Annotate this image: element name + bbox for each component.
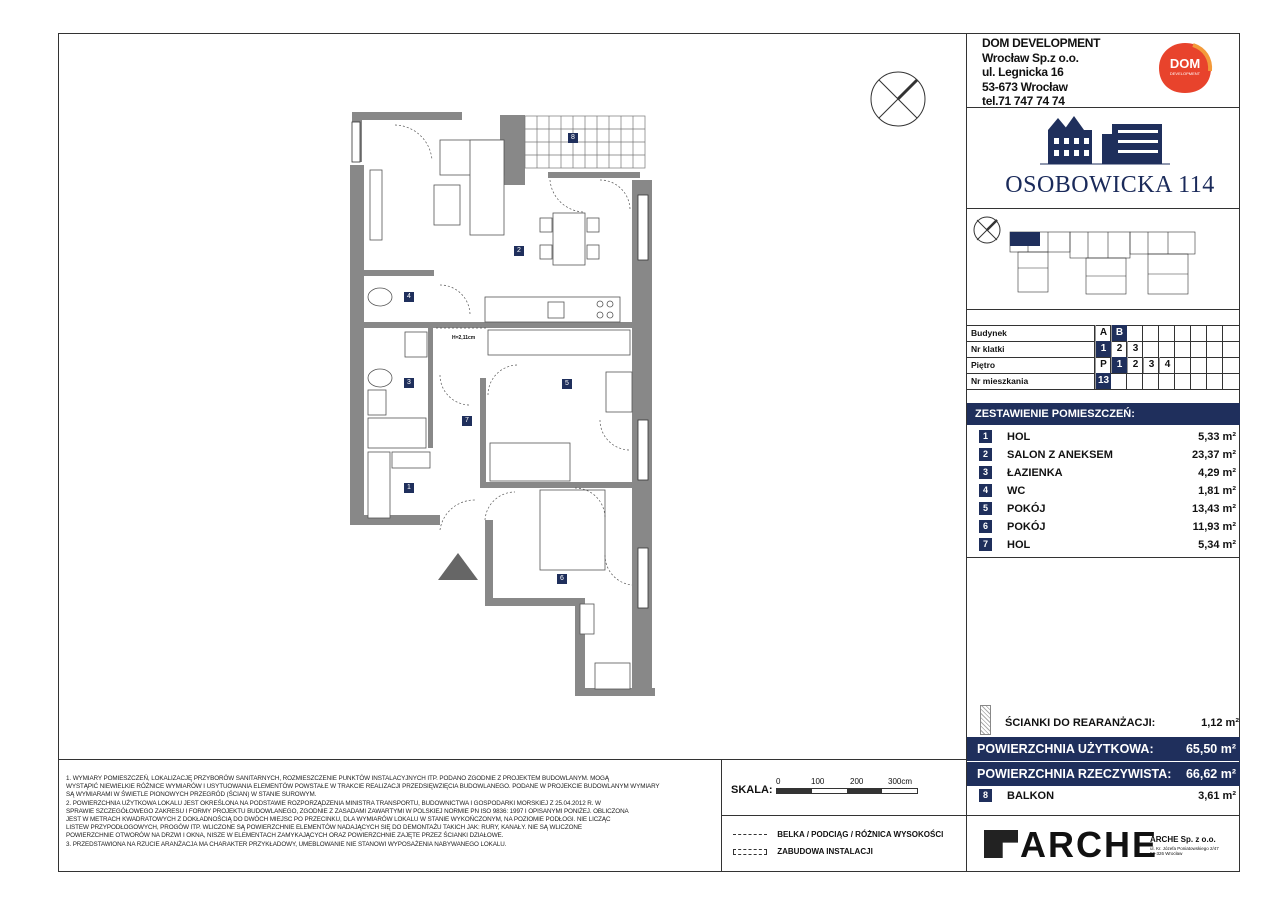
room-row <box>967 446 1240 464</box>
balcony-row <box>967 787 1240 805</box>
project-title: OSOBOWICKA 114 <box>1005 172 1215 198</box>
grid-cell: 2 <box>1111 341 1127 357</box>
room-number: 8 <box>979 789 992 802</box>
plan-room-label: 5 <box>562 379 572 389</box>
grid-row-building <box>967 325 1240 341</box>
key-plan <box>1008 228 1198 298</box>
room-row <box>967 428 1240 446</box>
actual-area-label: POWIERZCHNIA RZECZYWISTA: <box>977 767 1172 781</box>
grid-label: Nr mieszkania <box>971 376 1029 386</box>
note-line: LISTEW PRZYPODŁOGOWYCH, PROGÓW ITP. WLICZONE SĄ POWIERZCHNIE ELEMENTÓW NADAJĄCYCH SIĘ DO DEMONTAŻU TAKICH JAK: RURY, KANAŁY. NIE SĄ WLICZONE <box>66 824 582 832</box>
arche-company: ARCHE Sp. z o.o. <box>1150 835 1216 844</box>
scale-tick: 200 <box>850 777 864 786</box>
dashed-line-icon <box>733 834 767 835</box>
arche-street: ul. Kr. Józefa Poniatowskiego 2/47 <box>1150 846 1219 851</box>
company-name: DOM DEVELOPMENT <box>982 36 1101 50</box>
note-line: WYSTĄPIĆ NIEWIELKIE RÓŻNICE WYMIARÓW I USYTUOWANIA ELEMENTÓW POWSTAŁE W TRAKCIE REALIZACJI PRZEDSIĘWZIĘCIA BUDOWLANEGO. PODANE W PROJEKCIE BUDOWLANYM WYMIARY <box>66 783 660 791</box>
legend-installation-label: ZABUDOWA INSTALACJI <box>777 847 873 856</box>
usable-area-label: POWIERZCHNIA UŻYTKOWA: <box>977 742 1154 756</box>
note-line: SPRAWIE SZCZEGÓŁOWEGO ZAKRESU I FORMY PROJEKTU BUDOWLANEGO, ZGODNIE Z ZASADAMI ZAWARTYMI W POLSKIEJ NORMIE PN ISO 9836: 1997 I OPISANYMI PONIŻEJ. OBLICZONA <box>66 807 629 815</box>
scale-legend-divider <box>721 815 967 816</box>
room-name: SALON Z ANEKSEM <box>1007 449 1113 461</box>
dom-logo-text: DOM <box>1169 56 1201 71</box>
room-number: 6 <box>979 520 992 533</box>
dom-logo-subtext: DEVELOPMENT <box>1169 71 1201 76</box>
grid-cell: 4 <box>1159 357 1175 373</box>
room-number: 4 <box>979 484 992 497</box>
room-area: 3,61 m² <box>1198 790 1236 802</box>
company-phone: tel.71 747 74 74 <box>982 94 1065 108</box>
footnotes <box>66 775 716 849</box>
room-area: 1,81 m² <box>1198 485 1236 497</box>
scale-tick: 0 <box>776 777 781 786</box>
room-name: BALKON <box>1007 790 1055 802</box>
grid-line <box>966 389 1240 390</box>
grid-label: Budynek <box>971 328 1007 338</box>
grid-cell-selected: B <box>1111 325 1127 341</box>
grid-label: Nr klatki <box>971 344 1005 354</box>
room-name: ŁAZIENKA <box>1007 467 1063 479</box>
room-area: 5,34 m² <box>1198 539 1236 551</box>
dom-development-logo <box>1157 41 1213 95</box>
plan-room-label: 2 <box>514 246 524 256</box>
height-note: H=2,11cm <box>452 335 476 341</box>
room-row <box>967 482 1240 500</box>
note-line: 3. PRZEDSTAWIONA NA RZUCIE ARANŻACJA MA CHARAKTER PRZYKŁADOWY, UMEBLOWANIE NIE STANOWI WYPOSAŻENIA NABYWANEGO LOKALU. <box>66 840 507 848</box>
usable-area-value: 65,50 m² <box>1185 742 1236 756</box>
note-line: JEST W METRACH KWADRATOWYCH Z DOKŁADNOŚCIĄ DO DWÓCH MIEJSC PO PRZECINKU, DLA WYMIARÓW LOKALU W STANIE WYKOŃCZONYM, NA POZIOMIE PODŁOGI. NIE LICZĄC <box>66 816 611 824</box>
room-area: 13,43 m² <box>1191 503 1236 515</box>
room-name: POKÓJ <box>1007 521 1046 533</box>
note-line: 2. POWIERZCHNIA UŻYTKOWA LOKALU JEST OKREŚLONA NA PODSTAWIE ROZPORZĄDZENIA MINISTRA TRANSPORTU, BUDOWNICTWA I GOSPODARKI MORSKIEJ Z 25.04.2012 R. W <box>66 799 601 807</box>
grid-cell: 2 <box>1127 357 1143 373</box>
company-postal: 53-673 Wrocław <box>982 79 1068 94</box>
scale-tick: 300cm <box>888 777 913 786</box>
grid-cell: 3 <box>1127 341 1143 357</box>
keyplan-divider <box>966 309 1240 310</box>
actual-area-bar <box>967 762 1240 786</box>
grid-label: Piętro <box>971 360 996 370</box>
grid-cell-selected: 13 <box>1095 373 1111 389</box>
arche-logo: ARCHE <box>1020 824 1159 865</box>
building-illustration-icon <box>1040 112 1170 167</box>
partitions-hatch-icon <box>980 705 991 735</box>
room-number: 2 <box>979 448 992 461</box>
hatch-icon <box>733 849 767 855</box>
plan-room-label: 4 <box>404 292 414 302</box>
rooms-header: ZESTAWIENIE POMIESZCZEŃ: <box>967 403 1240 425</box>
plan-room-label: 1 <box>404 483 414 493</box>
grid-row-floor <box>967 357 1240 373</box>
grid-cell-selected: 1 <box>1095 341 1111 357</box>
company-entity: Wrocław Sp.z o.o. <box>982 50 1079 65</box>
grid-cell: A <box>1095 325 1111 341</box>
company-info <box>982 36 1100 109</box>
plan-room-label: 7 <box>462 416 472 426</box>
partitions-area: 1,12 m² <box>1201 717 1239 729</box>
rooms-divider <box>966 557 1240 558</box>
grid-cell: 3 <box>1143 357 1159 373</box>
grid-row-apartment <box>967 373 1240 389</box>
room-number: 5 <box>979 502 992 515</box>
room-name: WC <box>1007 485 1026 497</box>
partitions-label: ŚCIANKI DO REARANŻACJI: <box>1005 717 1156 729</box>
grid-cell: P <box>1095 357 1111 373</box>
note-line: SĄ WYMIARAMI W ŚWIETLE PIONOWYCH PRZEGRÓD (ŚCIAN) W STANIE SUROWYM. <box>66 791 317 799</box>
legend-beam-label: BELKA / PODCIĄG / RÓŻNICA WYSOKOŚCI <box>777 830 944 839</box>
scale-bar <box>776 788 918 794</box>
room-number: 3 <box>979 466 992 479</box>
room-name: HOL <box>1007 539 1031 551</box>
legend-installation <box>733 847 873 856</box>
room-area: 11,93 m² <box>1192 521 1236 533</box>
grid-cell-selected: 1 <box>1111 357 1127 373</box>
north-arrow-icon <box>869 70 927 128</box>
plan-room-label: 8 <box>568 133 578 143</box>
arche-divider <box>966 815 1240 816</box>
room-row <box>967 464 1240 482</box>
room-area: 5,33 m² <box>1198 431 1236 443</box>
room-area: 4,29 m² <box>1198 467 1236 479</box>
room-row <box>967 518 1240 536</box>
floor-plan <box>340 100 670 700</box>
project-divider <box>966 208 1240 209</box>
key-plan-north-icon <box>972 215 1002 245</box>
scale-label: SKALA: <box>731 784 773 796</box>
room-name: HOL <box>1007 431 1031 443</box>
scale-tick: 100 <box>811 777 825 786</box>
company-street: ul. Legnicka 16 <box>982 65 1064 79</box>
room-row <box>967 536 1240 554</box>
plan-room-label: 3 <box>404 378 414 388</box>
footer-divider <box>58 759 967 760</box>
room-row <box>967 500 1240 518</box>
arche-city: 50-326 Wrocław <box>1150 851 1183 856</box>
note-line: POWIERZCHNIE OTWORÓW NA DRZWI I OKNA, NISZE W ELEMENTACH ZAMYKAJĄCYCH ORAZ POWIERZCHNIE ZAJĘTE PRZEZ ŚCIANKI DZIAŁOWE. <box>66 832 504 840</box>
room-area: 23,37 m² <box>1191 449 1236 461</box>
room-name: POKÓJ <box>1007 503 1046 515</box>
room-number: 7 <box>979 538 992 551</box>
arche-address <box>1150 846 1219 856</box>
room-number: 1 <box>979 430 992 443</box>
note-line: 1. WYMIARY POMIESZCZEŃ, LOKALIZACJĘ PRZYBORÓW SANITARNYCH, ROZMIESZCZENIE PUNKTÓW INSTALACYJNYCH ITP. PODANO ZGODNIE Z PROJEKTEM BUDOWLANYM. MOGĄ <box>66 775 609 782</box>
grid-row-staircase <box>967 341 1240 357</box>
legend-beam <box>733 830 943 839</box>
usable-area-bar <box>967 737 1240 761</box>
actual-area-value: 66,62 m² <box>1185 767 1236 781</box>
plan-room-label: 6 <box>557 574 567 584</box>
